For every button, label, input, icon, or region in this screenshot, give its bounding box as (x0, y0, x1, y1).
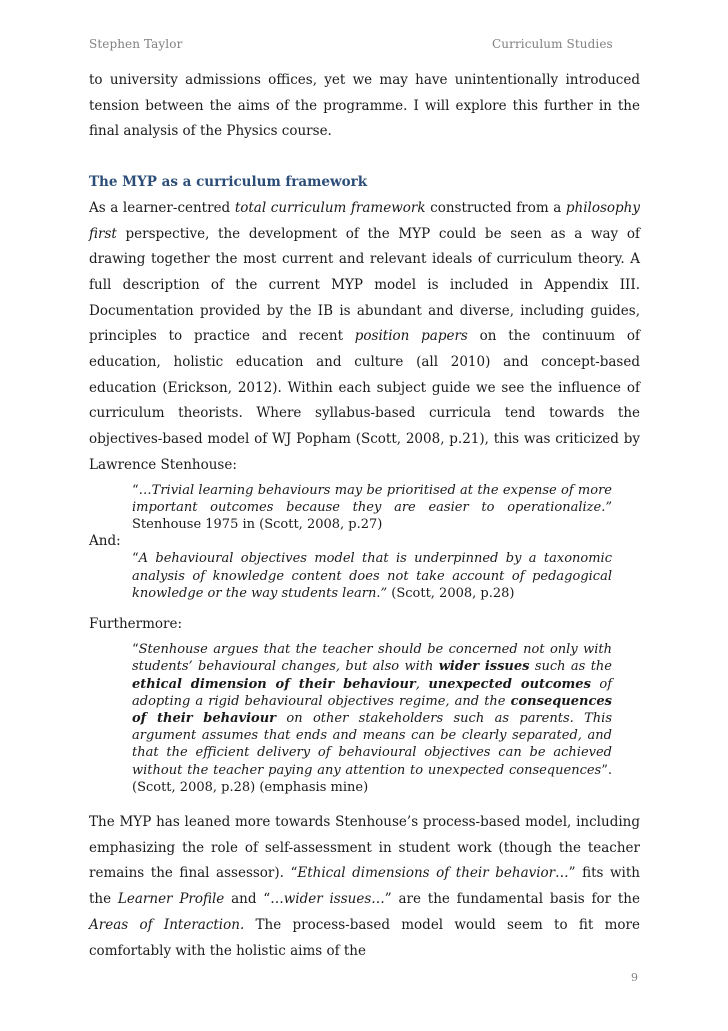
furthermore-label: Furthermore: (89, 615, 182, 632)
page-body (89, 68, 640, 964)
spacer (89, 796, 640, 810)
emphasis-run: total curriculum framework (234, 199, 426, 216)
quote-citation: ”. (Scott, 2008, p.28) (emphasis mine) (132, 762, 612, 795)
spacer (89, 602, 640, 616)
quote-text: such as the (529, 659, 612, 675)
quote-text: on other stakeholders such as parents. This argument assumes that ends and means can be clearly separated, and that the efficient delivery of behavioural objectives can be achieved without the teacher paying any attention to unexpected consequences (132, 710, 612, 778)
text-run: The MYP has leaned more towards Stenhouse’s process-based model, including emphasizing the role of self-assessment in student work (though the teacher remains the final assessor). “ (89, 814, 640, 882)
block-quote-stenhouse-1 (132, 482, 612, 534)
emphasis-run: Ethical dimensions of their behavior… (297, 865, 569, 882)
text-run: The process-based model would seem to fit more comfortably with the holistic aims of the (89, 916, 640, 959)
block-quote-stenhouse-2 (132, 550, 612, 602)
header-course-title: Curriculum Studies (492, 37, 613, 51)
header-author: Stephen Taylor (89, 37, 183, 51)
paragraph-framework (89, 196, 640, 479)
quote-text: of adopting a rigid behavioural objectives regime, and the (132, 676, 613, 709)
emphasis-run: Areas of Interaction. (89, 916, 245, 933)
paragraph-intro: to university admissions offices, yet we may have unintentionally introduced tension between the aims of the programme. I will explore this further in the final analysis of the Physics course. (89, 72, 640, 140)
quote-text: , (415, 676, 429, 692)
text-run: and “ (224, 891, 271, 908)
quote-open: “ (132, 482, 139, 498)
spacer (89, 145, 640, 170)
quote-citation: Stenhouse 1975 in (Scott, 2008, p.27) (132, 516, 383, 532)
emphasis-run: Learner Profile (117, 891, 225, 908)
quote-text: A behavioural objectives model that is underpinned by a taxonomic analysis of knowledge content does not take account of pedagogical knowledge or the way students learn.” (132, 551, 612, 601)
text-run: constructed from a (425, 199, 566, 216)
text-run: on the continuum of education, holistic education and culture (all 2010) and concept-based education (Erickson, 2012). Within each subject guide we see the influence of curriculum theorists. Where syllabus-based curricula tend towards the objectives-based model of WJ Popham (Scott, 2008, p.21), this was criticized by Lawrence Stenhouse: (89, 328, 640, 473)
text-run: As a learner-centred (89, 199, 235, 216)
emphasis-run: position papers (354, 328, 468, 345)
emphasis-bold: ethical dimension of their behaviour (132, 676, 416, 692)
emphasis-run: …wider issues… (270, 891, 385, 908)
text-run: ” fits with the (89, 865, 640, 908)
emphasis-run: philosophy first (89, 199, 640, 242)
and-label: And: (89, 533, 121, 550)
section-heading: The MYP as a curriculum framework (89, 174, 368, 191)
emphasis-bold: consequences of their behaviour (132, 693, 612, 726)
paragraph-process-model (89, 810, 640, 964)
emphasis-bold: wider issues (438, 659, 530, 675)
page-number: 9 (631, 971, 638, 984)
quote-text: Stenhouse argues that the teacher should be concerned not only with students’ behavioural changes, but also with (132, 642, 612, 675)
quote-open: “ (132, 642, 139, 658)
quote-open: “ (132, 551, 139, 567)
emphasis-bold: unexpected outcomes (428, 676, 591, 692)
quote-citation: (Scott, 2008, p.28) (387, 585, 515, 601)
text-run: ” are the fundamental basis for the (384, 891, 640, 908)
block-quote-stenhouse-3 (132, 641, 612, 796)
text-run: perspective, the development of the MYP could be seen as a way of drawing together the most current and relevant ideals of curriculum theory. A full description of the current MYP model is included in Appendix III. Documentation provided by the IB is abundant and diverse, including guides, principles to practice and recent (89, 225, 640, 345)
quote-text: …Trivial learning behaviours may be prioritised at the expense of more important outcomes because they are easier to operationalize.” (132, 482, 612, 515)
